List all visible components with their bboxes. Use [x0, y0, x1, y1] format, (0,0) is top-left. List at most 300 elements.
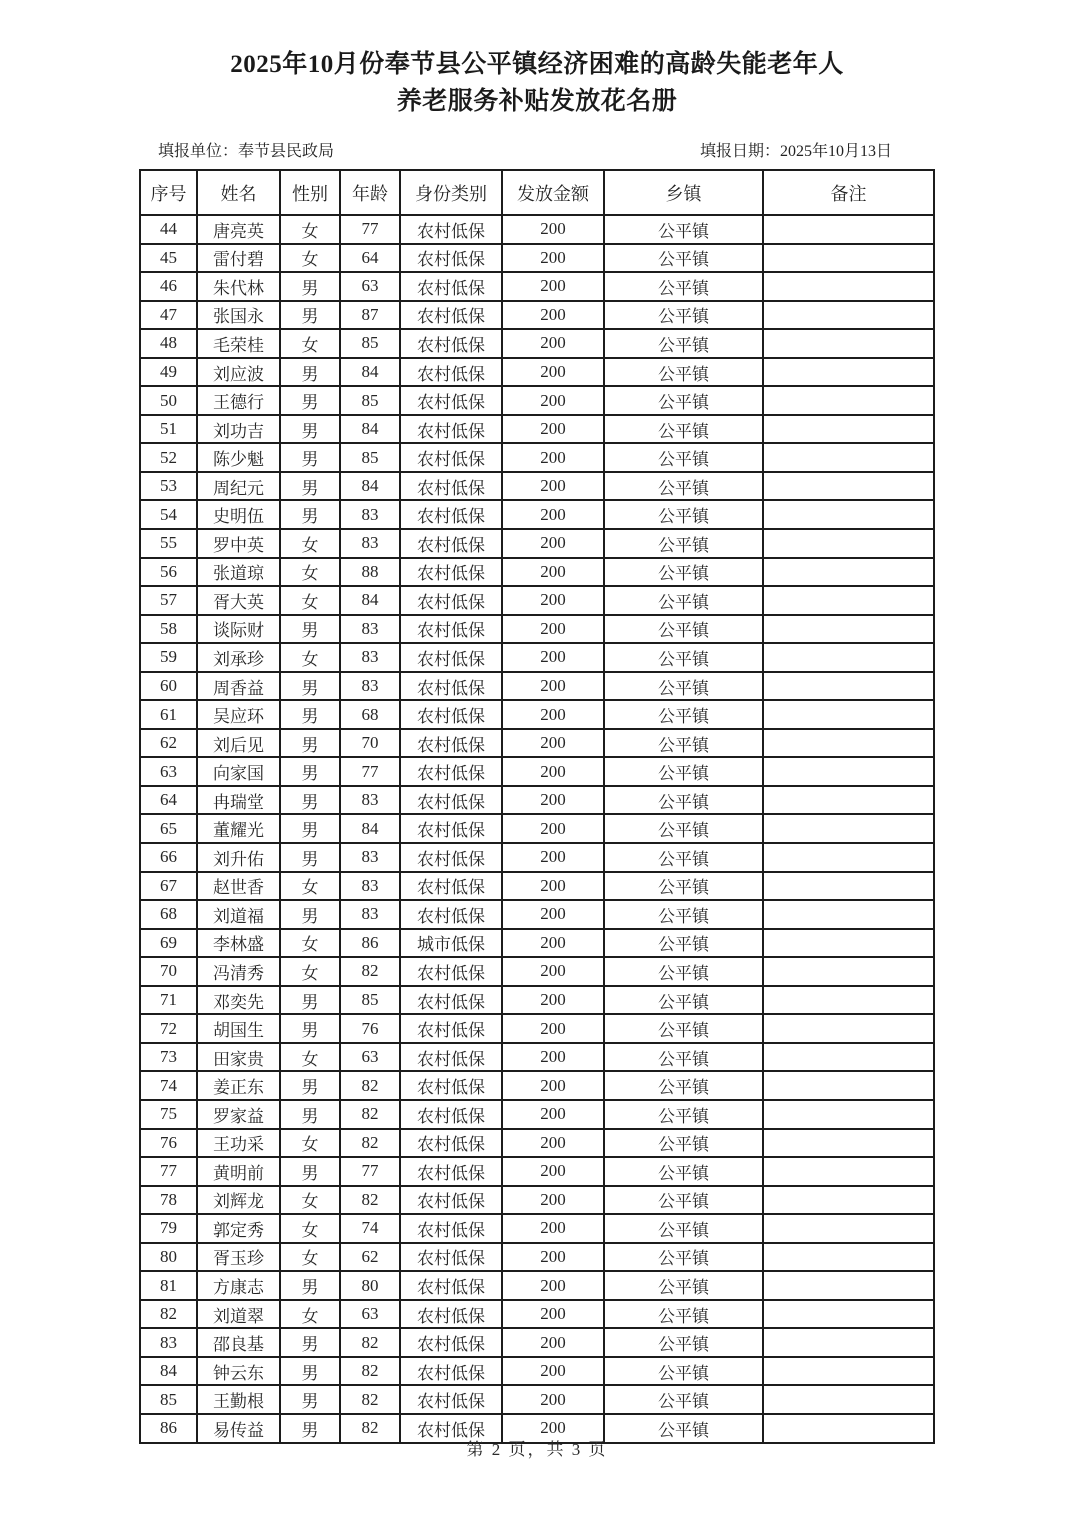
cell-name: 毛荣桂 [197, 329, 280, 358]
cell-township: 公平镇 [604, 1100, 763, 1129]
cell-age: 82 [340, 1071, 400, 1100]
cell-age: 82 [340, 1357, 400, 1386]
cell-remarks [763, 529, 934, 558]
cell-age: 83 [340, 872, 400, 901]
cell-seq: 77 [140, 1157, 197, 1186]
cell-identity-type: 农村低保 [400, 615, 502, 644]
cell-amount: 200 [502, 558, 604, 587]
table-row [140, 729, 934, 758]
cell-name: 刘道翠 [197, 1300, 280, 1329]
cell-gender: 男 [280, 301, 340, 330]
cell-identity-type: 城市低保 [400, 929, 502, 958]
cell-age: 62 [340, 1243, 400, 1272]
cell-identity-type: 农村低保 [400, 1271, 502, 1300]
cell-identity-type: 农村低保 [400, 472, 502, 501]
cell-township: 公平镇 [604, 1214, 763, 1243]
cell-name: 罗中英 [197, 529, 280, 558]
cell-remarks [763, 1300, 934, 1329]
cell-remarks [763, 586, 934, 615]
cell-gender: 女 [280, 1043, 340, 1072]
cell-identity-type: 农村低保 [400, 843, 502, 872]
cell-identity-type: 农村低保 [400, 1186, 502, 1215]
cell-age: 83 [340, 843, 400, 872]
cell-age: 82 [340, 1100, 400, 1129]
cell-township: 公平镇 [604, 1300, 763, 1329]
cell-name: 胥玉珍 [197, 1243, 280, 1272]
cell-name: 郭定秀 [197, 1214, 280, 1243]
cell-gender: 女 [280, 1214, 340, 1243]
table-row [140, 1043, 934, 1072]
header-age: 年龄 [340, 170, 400, 215]
cell-amount: 200 [502, 1071, 604, 1100]
cell-township: 公平镇 [604, 1357, 763, 1386]
cell-name: 罗家益 [197, 1100, 280, 1129]
cell-name: 周纪元 [197, 472, 280, 501]
cell-identity-type: 农村低保 [400, 672, 502, 701]
cell-amount: 200 [502, 1357, 604, 1386]
cell-township: 公平镇 [604, 700, 763, 729]
table-row [140, 1014, 934, 1043]
cell-remarks [763, 1243, 934, 1272]
page-title [0, 0, 1074, 120]
cell-amount: 200 [502, 1414, 604, 1443]
cell-seq: 85 [140, 1385, 197, 1414]
cell-age: 83 [340, 500, 400, 529]
cell-seq: 66 [140, 843, 197, 872]
cell-township: 公平镇 [604, 586, 763, 615]
cell-township: 公平镇 [604, 814, 763, 843]
cell-age: 82 [340, 1385, 400, 1414]
cell-gender: 男 [280, 729, 340, 758]
cell-township: 公平镇 [604, 386, 763, 415]
cell-amount: 200 [502, 900, 604, 929]
cell-seq: 82 [140, 1300, 197, 1329]
cell-identity-type: 农村低保 [400, 558, 502, 587]
cell-remarks [763, 672, 934, 701]
cell-age: 63 [340, 272, 400, 301]
cell-identity-type: 农村低保 [400, 1243, 502, 1272]
table-row [140, 1157, 934, 1186]
cell-gender: 男 [280, 472, 340, 501]
cell-identity-type: 农村低保 [400, 443, 502, 472]
cell-amount: 200 [502, 272, 604, 301]
cell-age: 85 [340, 986, 400, 1015]
page-number-footer: 第 2 页，共 3 页 [466, 1439, 608, 1459]
cell-name: 黄明前 [197, 1157, 280, 1186]
cell-remarks [763, 1357, 934, 1386]
table-row [140, 843, 934, 872]
cell-name: 朱代林 [197, 272, 280, 301]
cell-seq: 65 [140, 814, 197, 843]
cell-amount: 200 [502, 1043, 604, 1072]
cell-township: 公平镇 [604, 1414, 763, 1443]
cell-identity-type: 农村低保 [400, 957, 502, 986]
cell-township: 公平镇 [604, 843, 763, 872]
cell-township: 公平镇 [604, 615, 763, 644]
cell-township: 公平镇 [604, 529, 763, 558]
cell-seq: 53 [140, 472, 197, 501]
cell-gender: 女 [280, 215, 340, 244]
cell-amount: 200 [502, 529, 604, 558]
cell-remarks [763, 929, 934, 958]
cell-seq: 80 [140, 1243, 197, 1272]
cell-gender: 女 [280, 1186, 340, 1215]
table-row [140, 957, 934, 986]
table-row [140, 1357, 934, 1386]
cell-remarks [763, 843, 934, 872]
cell-gender: 男 [280, 986, 340, 1015]
cell-seq: 56 [140, 558, 197, 587]
cell-identity-type: 农村低保 [400, 386, 502, 415]
cell-name: 吴应环 [197, 700, 280, 729]
cell-gender: 女 [280, 1300, 340, 1329]
cell-amount: 200 [502, 443, 604, 472]
cell-remarks [763, 1100, 934, 1129]
cell-remarks [763, 900, 934, 929]
cell-amount: 200 [502, 786, 604, 815]
table-row [140, 1271, 934, 1300]
cell-gender: 男 [280, 1357, 340, 1386]
cell-identity-type: 农村低保 [400, 1214, 502, 1243]
table-row [140, 986, 934, 1015]
cell-amount: 200 [502, 929, 604, 958]
cell-remarks [763, 472, 934, 501]
cell-amount: 200 [502, 814, 604, 843]
cell-name: 向家国 [197, 757, 280, 786]
cell-township: 公平镇 [604, 1157, 763, 1186]
cell-name: 史明伍 [197, 500, 280, 529]
cell-identity-type: 农村低保 [400, 986, 502, 1015]
cell-amount: 200 [502, 472, 604, 501]
header-name: 姓名 [197, 170, 280, 215]
cell-township: 公平镇 [604, 1328, 763, 1357]
cell-identity-type: 农村低保 [400, 1100, 502, 1129]
cell-amount: 200 [502, 957, 604, 986]
cell-amount: 200 [502, 1328, 604, 1357]
cell-name: 唐亮英 [197, 215, 280, 244]
cell-township: 公平镇 [604, 900, 763, 929]
cell-name: 冉瑞堂 [197, 786, 280, 815]
cell-name: 周香益 [197, 672, 280, 701]
cell-name: 邵良基 [197, 1328, 280, 1357]
cell-remarks [763, 1071, 934, 1100]
cell-name: 张道琼 [197, 558, 280, 587]
cell-remarks [763, 729, 934, 758]
roster-table-body [140, 215, 934, 1443]
cell-gender: 男 [280, 900, 340, 929]
cell-seq: 84 [140, 1357, 197, 1386]
cell-amount: 200 [502, 1129, 604, 1158]
cell-remarks [763, 615, 934, 644]
cell-remarks [763, 872, 934, 901]
table-row [140, 700, 934, 729]
cell-amount: 200 [502, 1243, 604, 1272]
cell-gender: 男 [280, 1414, 340, 1443]
header-identity-type: 身份类别 [400, 170, 502, 215]
table-row [140, 244, 934, 273]
cell-township: 公平镇 [604, 329, 763, 358]
table-row [140, 786, 934, 815]
cell-township: 公平镇 [604, 786, 763, 815]
cell-name: 姜正东 [197, 1071, 280, 1100]
page-title-line2: 养老服务补贴发放花名册 [396, 88, 678, 115]
cell-age: 83 [340, 672, 400, 701]
cell-name: 刘升佑 [197, 843, 280, 872]
table-row [140, 358, 934, 387]
cell-age: 70 [340, 729, 400, 758]
cell-gender: 男 [280, 1157, 340, 1186]
cell-gender: 女 [280, 957, 340, 986]
cell-seq: 57 [140, 586, 197, 615]
cell-remarks [763, 500, 934, 529]
cell-gender: 男 [280, 358, 340, 387]
cell-amount: 200 [502, 1300, 604, 1329]
roster-table [139, 169, 935, 1444]
cell-identity-type: 农村低保 [400, 1157, 502, 1186]
cell-gender: 女 [280, 558, 340, 587]
table-row [140, 215, 934, 244]
cell-township: 公平镇 [604, 215, 763, 244]
header-amount: 发放金额 [502, 170, 604, 215]
cell-amount: 200 [502, 586, 604, 615]
cell-township: 公平镇 [604, 1186, 763, 1215]
cell-gender: 男 [280, 415, 340, 444]
cell-identity-type: 农村低保 [400, 757, 502, 786]
cell-remarks [763, 415, 934, 444]
cell-township: 公平镇 [604, 472, 763, 501]
cell-seq: 58 [140, 615, 197, 644]
cell-identity-type: 农村低保 [400, 215, 502, 244]
cell-name: 易传益 [197, 1414, 280, 1443]
cell-gender: 男 [280, 1328, 340, 1357]
table-row [140, 900, 934, 929]
cell-age: 84 [340, 415, 400, 444]
cell-name: 胡国生 [197, 1014, 280, 1043]
cell-gender: 男 [280, 1385, 340, 1414]
cell-seq: 75 [140, 1100, 197, 1129]
cell-name: 王勤根 [197, 1385, 280, 1414]
cell-remarks [763, 786, 934, 815]
cell-identity-type: 农村低保 [400, 643, 502, 672]
cell-seq: 60 [140, 672, 197, 701]
cell-amount: 200 [502, 1157, 604, 1186]
header-township: 乡镇 [604, 170, 763, 215]
cell-gender: 女 [280, 529, 340, 558]
cell-name: 刘辉龙 [197, 1186, 280, 1215]
cell-identity-type: 农村低保 [400, 529, 502, 558]
cell-seq: 86 [140, 1414, 197, 1443]
cell-identity-type: 农村低保 [400, 329, 502, 358]
cell-remarks [763, 358, 934, 387]
cell-amount: 200 [502, 1100, 604, 1129]
cell-name: 田家贵 [197, 1043, 280, 1072]
cell-name: 刘道福 [197, 900, 280, 929]
cell-age: 64 [340, 244, 400, 273]
cell-age: 77 [340, 215, 400, 244]
table-row [140, 386, 934, 415]
cell-seq: 48 [140, 329, 197, 358]
cell-remarks [763, 643, 934, 672]
cell-amount: 200 [502, 986, 604, 1015]
cell-name: 刘承珍 [197, 643, 280, 672]
cell-gender: 男 [280, 1014, 340, 1043]
cell-remarks [763, 1328, 934, 1357]
cell-seq: 67 [140, 872, 197, 901]
table-row [140, 272, 934, 301]
cell-amount: 200 [502, 1385, 604, 1414]
cell-age: 83 [340, 786, 400, 815]
cell-gender: 男 [280, 1100, 340, 1129]
roster-table-header [140, 170, 934, 215]
cell-amount: 200 [502, 386, 604, 415]
cell-age: 77 [340, 757, 400, 786]
cell-identity-type: 农村低保 [400, 244, 502, 273]
cell-remarks [763, 215, 934, 244]
cell-age: 63 [340, 1300, 400, 1329]
cell-amount: 200 [502, 1214, 604, 1243]
cell-age: 77 [340, 1157, 400, 1186]
cell-age: 85 [340, 443, 400, 472]
table-row [140, 814, 934, 843]
cell-age: 80 [340, 1271, 400, 1300]
table-row [140, 1243, 934, 1272]
cell-seq: 64 [140, 786, 197, 815]
cell-amount: 200 [502, 672, 604, 701]
cell-township: 公平镇 [604, 443, 763, 472]
cell-remarks [763, 329, 934, 358]
cell-amount: 200 [502, 700, 604, 729]
cell-identity-type: 农村低保 [400, 1014, 502, 1043]
cell-seq: 50 [140, 386, 197, 415]
table-row [140, 329, 934, 358]
cell-age: 83 [340, 615, 400, 644]
table-row [140, 529, 934, 558]
cell-amount: 200 [502, 358, 604, 387]
cell-age: 68 [340, 700, 400, 729]
cell-identity-type: 农村低保 [400, 872, 502, 901]
cell-age: 83 [340, 900, 400, 929]
cell-township: 公平镇 [604, 729, 763, 758]
cell-township: 公平镇 [604, 1043, 763, 1072]
cell-identity-type: 农村低保 [400, 500, 502, 529]
cell-age: 84 [340, 358, 400, 387]
cell-remarks [763, 1043, 934, 1072]
header-remarks: 备注 [763, 170, 934, 215]
cell-seq: 79 [140, 1214, 197, 1243]
cell-age: 86 [340, 929, 400, 958]
cell-name: 冯清秀 [197, 957, 280, 986]
cell-amount: 200 [502, 415, 604, 444]
table-row [140, 472, 934, 501]
cell-age: 84 [340, 586, 400, 615]
cell-identity-type: 农村低保 [400, 1300, 502, 1329]
cell-seq: 61 [140, 700, 197, 729]
table-row [140, 643, 934, 672]
cell-township: 公平镇 [604, 643, 763, 672]
cell-identity-type: 农村低保 [400, 900, 502, 929]
cell-township: 公平镇 [604, 1129, 763, 1158]
cell-amount: 200 [502, 500, 604, 529]
cell-gender: 男 [280, 757, 340, 786]
table-row [140, 1214, 934, 1243]
cell-seq: 62 [140, 729, 197, 758]
cell-gender: 男 [280, 272, 340, 301]
cell-township: 公平镇 [604, 558, 763, 587]
cell-age: 85 [340, 386, 400, 415]
cell-gender: 女 [280, 643, 340, 672]
table-row [140, 1328, 934, 1357]
table-row [140, 443, 934, 472]
header-seq: 序号 [140, 170, 197, 215]
table-row [140, 757, 934, 786]
cell-seq: 63 [140, 757, 197, 786]
cell-identity-type: 农村低保 [400, 1414, 502, 1443]
cell-township: 公平镇 [604, 415, 763, 444]
cell-seq: 44 [140, 215, 197, 244]
table-row [140, 929, 934, 958]
cell-amount: 200 [502, 872, 604, 901]
cell-age: 82 [340, 1186, 400, 1215]
cell-gender: 女 [280, 1129, 340, 1158]
cell-amount: 200 [502, 757, 604, 786]
cell-gender: 男 [280, 672, 340, 701]
cell-seq: 83 [140, 1328, 197, 1357]
cell-remarks [763, 1014, 934, 1043]
cell-gender: 女 [280, 1243, 340, 1272]
cell-seq: 68 [140, 900, 197, 929]
cell-age: 82 [340, 1129, 400, 1158]
cell-seq: 51 [140, 415, 197, 444]
cell-seq: 74 [140, 1071, 197, 1100]
cell-amount: 200 [502, 1271, 604, 1300]
cell-age: 84 [340, 472, 400, 501]
cell-township: 公平镇 [604, 1243, 763, 1272]
cell-name: 张国永 [197, 301, 280, 330]
cell-seq: 49 [140, 358, 197, 387]
cell-remarks [763, 1186, 934, 1215]
cell-amount: 200 [502, 615, 604, 644]
cell-age: 87 [340, 301, 400, 330]
cell-name: 王功采 [197, 1129, 280, 1158]
cell-age: 82 [340, 957, 400, 986]
cell-township: 公平镇 [604, 757, 763, 786]
cell-remarks [763, 1271, 934, 1300]
cell-seq: 72 [140, 1014, 197, 1043]
cell-remarks [763, 443, 934, 472]
cell-gender: 女 [280, 329, 340, 358]
cell-identity-type: 农村低保 [400, 1357, 502, 1386]
cell-identity-type: 农村低保 [400, 1328, 502, 1357]
header-row [140, 170, 934, 215]
cell-gender: 男 [280, 1071, 340, 1100]
cell-township: 公平镇 [604, 301, 763, 330]
cell-identity-type: 农村低保 [400, 586, 502, 615]
cell-age: 74 [340, 1214, 400, 1243]
table-row [140, 1385, 934, 1414]
cell-gender: 男 [280, 700, 340, 729]
table-row [140, 1300, 934, 1329]
header-gender: 性别 [280, 170, 340, 215]
cell-name: 胥大英 [197, 586, 280, 615]
report-date: 填报日期：2025年10月13日 [699, 143, 892, 160]
cell-township: 公平镇 [604, 272, 763, 301]
cell-identity-type: 农村低保 [400, 1043, 502, 1072]
table-row [140, 586, 934, 615]
cell-seq: 52 [140, 443, 197, 472]
cell-gender: 女 [280, 586, 340, 615]
cell-identity-type: 农村低保 [400, 415, 502, 444]
table-row [140, 558, 934, 587]
